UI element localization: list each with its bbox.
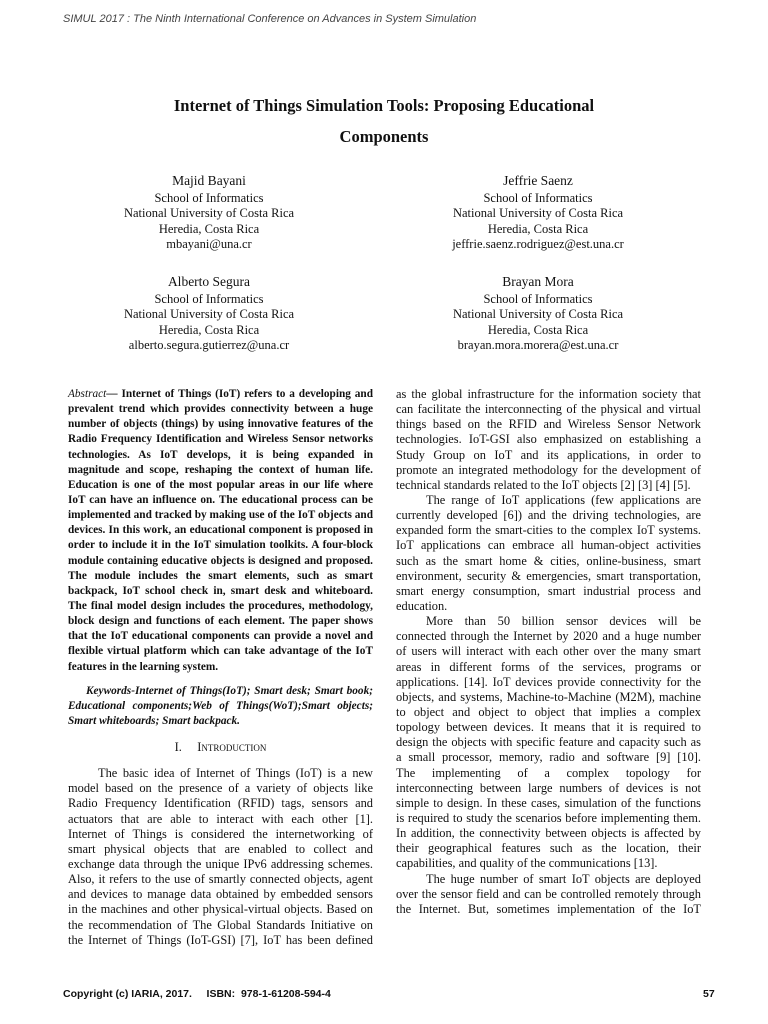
abstract-line: devices. In this work, an educational component is proposed in xyxy=(68,524,373,537)
body-line: Internet of Things is considered the internetworking of xyxy=(68,826,373,841)
body-line: simple to design. In these cases, simulation of the functions xyxy=(396,795,701,810)
author-school: School of Informatics xyxy=(483,191,593,206)
author-email: brayan.mora.morera@est.una.cr xyxy=(457,337,619,352)
author-name: Alberto Segura xyxy=(167,274,251,289)
abstract-line: Education is one of the most popular areas in our life where xyxy=(68,478,373,491)
abstract-line: technologies. As IoT develops, it is being expanded in xyxy=(68,448,373,461)
body-line: topology between devices. It means that it is required to xyxy=(396,720,701,735)
body-line: areas in different forms of the services, programs or xyxy=(396,659,701,674)
body-line: In addition, the connectivity between objects is affected by xyxy=(396,826,701,841)
author-email: alberto.segura.gutierrez@una.cr xyxy=(128,337,290,352)
abstract-label: Abstract xyxy=(68,388,107,400)
footer-copyright: Copyright (c) IARIA, 2017. ISBN: 978-1-61208-594-4 xyxy=(63,988,331,1000)
right-column xyxy=(396,387,701,917)
keywords-line: Educational components;Web of Things(WoT);Smart objects; xyxy=(68,699,373,712)
abstract-line: number of objects (things) by using innovative features of the xyxy=(68,418,373,431)
author-name: Majid Bayani xyxy=(172,173,246,188)
body-line: things based on the RFID and Wireless Sensor Network xyxy=(396,417,701,432)
body-line: is required to study the scenarios before implementing them. xyxy=(396,810,701,825)
title-line-1: Internet of Things Simulation Tools: Proposing Educational xyxy=(173,96,595,115)
body-line: The basic idea of Internet of Things (IoT) is a new xyxy=(98,766,373,781)
abstract-line: Radio Frequency Identification and Wireless Sensor networks xyxy=(68,433,373,446)
author-university: National University of Costa Rica xyxy=(123,307,295,322)
body-line: such as the smart home & cities, online-business, smart xyxy=(396,553,701,568)
abstract xyxy=(68,387,373,675)
body-line: to object and object to object that implies a complex xyxy=(396,704,701,719)
author-university: National University of Costa Rica xyxy=(123,206,295,221)
author-name: Brayan Mora xyxy=(502,274,574,289)
body-line: a small processor, memory, radio and software [9] [10]. xyxy=(396,750,701,765)
body-line: Study Group on IoT and its applications, in order to xyxy=(396,447,701,462)
keywords xyxy=(68,684,373,729)
abstract-line: IoT can have an influence on. The educational process can be xyxy=(68,493,373,506)
body-line: The huge number of smart IoT objects are deployed xyxy=(426,871,701,886)
abstract-line: flexible virtual platform which can take advantage of the IoT xyxy=(68,645,373,658)
body-line: exchange data through the unique IPv6 addressing schemes. xyxy=(68,856,373,871)
section-number: I. xyxy=(174,740,182,755)
body-line: model based on the presence of a variety of objects like xyxy=(68,781,373,796)
body-line: IoT applications can embrace all human-object activities xyxy=(396,538,701,553)
body-line: smart physical objects that are enabled to collect and xyxy=(68,841,373,856)
abstract-line: backpack, IoT school check in, smart desk and whiteboard. xyxy=(68,584,373,597)
abstract-line: The final model design includes the procedures, methodology, xyxy=(68,599,373,612)
abstract-line: block design and functions of each element. The paper shows xyxy=(68,615,373,628)
body-line: can facilitate the interconnecting of the physical and virtual xyxy=(396,402,701,417)
section-title: Introduction xyxy=(197,740,267,755)
title-line-2: Components xyxy=(339,127,429,146)
section-heading xyxy=(68,740,373,758)
page-number: 57 xyxy=(703,988,715,1000)
body-line: of users will interact with each other over the many smart xyxy=(396,644,701,659)
body-line: education. xyxy=(396,598,448,613)
body-line: The range of IoT applications (few applications are xyxy=(426,492,701,507)
author-city: Heredia, Costa Rica xyxy=(158,221,260,236)
body-line: and devices to manage data obtained by embedded sensors xyxy=(68,887,373,902)
keywords-line: Smart whiteboards; Smart backpack. xyxy=(68,714,240,727)
author-email: mbayani@una.cr xyxy=(166,236,252,251)
paper-title xyxy=(60,90,708,152)
body-line: technical standards related to the IoT objects [2] [3] [4] [5]. xyxy=(396,477,691,492)
body-line: applications. [14]. IoT devices provide connectivity for the xyxy=(396,674,701,689)
body-line: the Internet of Things (IoT-GSI) [7], IoT has been defined xyxy=(68,932,373,947)
body-line: promote an integrated methodology for the development of xyxy=(396,462,701,477)
body-line: smart energy consumption, smart industrial process and xyxy=(396,583,701,598)
abstract-line: The module includes the smart elements, such as smart xyxy=(68,569,373,582)
abstract-line-text: — Internet of Things (IoT) refers to a developing and xyxy=(106,388,373,400)
body-line: their geographical features such as the location, their xyxy=(396,841,701,856)
abstract-line xyxy=(68,387,373,402)
author-email: jeffrie.saenz.rodriguez@est.una.cr xyxy=(452,236,624,251)
author-university: National University of Costa Rica xyxy=(452,206,624,221)
author-university: National University of Costa Rica xyxy=(452,307,624,322)
body-line: design the objects with specific feature and capacity such as xyxy=(396,735,701,750)
abstract-line: prevalent trend which provides connectivity between a huge xyxy=(68,403,373,416)
author-city: Heredia, Costa Rica xyxy=(487,322,589,337)
body-line: connected through the Internet by 2020 and a huge number xyxy=(396,629,701,644)
abstract-line: magnitude and scope, reshaping the context of human life. xyxy=(68,463,373,476)
body-line: Radio Frequency Identification (RFID) tags, sensors and xyxy=(68,796,373,811)
body-line: expanded form the smart-cities to the complex IoT systems. xyxy=(396,523,701,538)
body-line: in the machines and other physical-virtual objects. Based on xyxy=(68,902,373,917)
author-block-2 xyxy=(408,173,668,252)
body-line: currently developed [6]) and the driving technologies, are xyxy=(396,508,701,523)
body-line: capabilities, and quality of the communications [13]. xyxy=(396,856,658,871)
abstract-line: implemented and tracked by making use of the IoT objects and xyxy=(68,509,373,522)
author-block-3 xyxy=(79,274,339,353)
keywords-line: Keywords-Internet of Things(IoT); Smart desk; Smart book; xyxy=(86,684,373,697)
body-line: More than 50 billion sensor devices will be xyxy=(426,614,701,629)
abstract-line: order to include it in the IoT simulation toolkits. A four-block xyxy=(68,539,373,552)
author-block-4 xyxy=(408,274,668,353)
body-line: environment, security & emergencies, smart transportation, xyxy=(396,568,701,583)
author-school: School of Informatics xyxy=(154,292,264,307)
body-line: The implementing of a complex topology for xyxy=(396,765,701,780)
abstract-line: module containing educative objects is designed and proposed. xyxy=(68,554,373,567)
abstract-line: that the IoT educational components can provide a novel and xyxy=(68,630,373,643)
body-line: the Internet. But, sometimes implementation of the IoT xyxy=(396,901,701,916)
intro-paragraph xyxy=(68,766,373,948)
body-line: Also, it refers to the use of smartly connected objects, agent xyxy=(68,872,373,887)
author-name: Jeffrie Saenz xyxy=(503,173,573,188)
body-line: as the global infrastructure for the information society that xyxy=(396,387,701,401)
body-line: interconnecting between large numbers of devices is not xyxy=(396,780,701,795)
running-head: SIMUL 2017 : The Ninth International Conference on Advances in System Simulation xyxy=(63,13,477,25)
body-line: over the sensor field and can be controlled remotely through xyxy=(396,886,701,901)
body-line: the recommendation of The Global Standards Initiative on xyxy=(68,917,373,932)
body-line: technologies. IoT-GSI also emphasized on establishing a xyxy=(396,432,701,447)
left-column xyxy=(68,387,373,948)
author-block-1 xyxy=(79,173,339,252)
body-line: actuators that are able to interact with each other [1]. xyxy=(68,811,373,826)
author-school: School of Informatics xyxy=(483,292,593,307)
abstract-line: features in the learning system. xyxy=(68,660,219,673)
author-school: School of Informatics xyxy=(154,191,264,206)
author-city: Heredia, Costa Rica xyxy=(487,221,589,236)
body-line: objects, and systems, Machine-to-Machine (M2M), machine xyxy=(396,689,701,704)
author-city: Heredia, Costa Rica xyxy=(158,322,260,337)
